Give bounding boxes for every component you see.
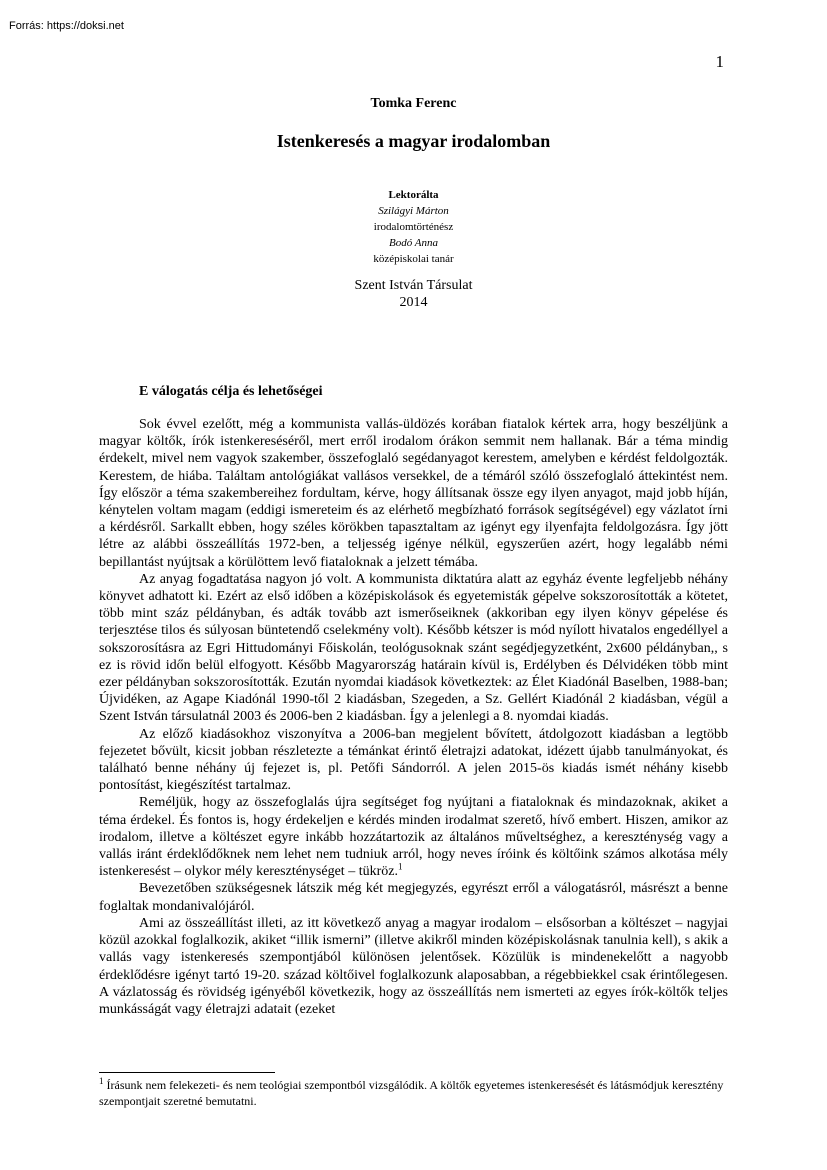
paragraph-1: Sok évvel ezelőtt, még a kommunista vallás-üldözés korában fiatalok kértek arra, hogy beszéljünk a magyar költők, írók istenkereséséről, mert erről irodalom órákon semmit nem hallanak. Bár a téma mindig érdekelt, mivel nem vagyok szakember, összefoglaló segédanyagot kerestem, amelyben e kérdést feldolgozták. Kerestem, de hiába. Találtam antológiákat vallásos versekkel, de a témáról szóló összefoglaló áttekintést nem. Így először a téma szakembereihez fordultam, kérve, hogy állítsanak össze egy ilyen anyagot, majd jobb híján, kénytelen voltam magam (eddigi ismereteim és az elérhető megbízható források segítségével) egy vázlatot írni a kérdésről. Sarkallt ebben, hogy széles körökben tapasztaltam az igényt egy ilyenfajta feldolgozásra. Így jött létre az alábbi összeállítás 1972-ben, a teljesség igénye nélkül, egyszerűen azért, hogy legalább némi bepillantást nyújtsak a körülöttem levő fiataloknak a jelzett témába. bbox=[99, 417, 728, 570]
footnote-divider bbox=[99, 1072, 275, 1073]
lector-2-name: Bodó Anna bbox=[389, 237, 438, 249]
document-title: Istenkeresés a magyar irodalomban bbox=[276, 131, 551, 151]
section-title: E válogatás célja és lehetőségei bbox=[139, 384, 323, 399]
paragraph-2: Az anyag fogadtatása nagyon jó volt. A kommunista diktatúra alatt az egyház évente legfeljebb néhány könyvet adhatott ki. Ezért az első időben a középiskolások és egyetemisták gépelve sokszorosították a kötetet, több mint száz példányban, és adták tovább azt ismerőseiknek (akkoriban egy ilyen könyv gépelése és terjesztése tilos és súlyosan büntetendő cselekmény volt). Később kétszer is mód nyílott hivatalos engedéllyel a sokszorosításra az Egri Hittudományi Főiskolán, teológusoknak szánt segédjegyzetként, 2x600 példányban,, s ez is rövid időn belül elfogyott. Később Magyarország határain kívül is, Erdélyben és Délvidéken több mint ezer példányban sokszorosították. Ezután nyomdai kiadások következtek: az Élet Kiadónál Baselben, 1988-ban; Újvidéken, az Agape Kiadónál 1990-től 2 kiadásban, Szegeden, a Sz. Gellért Kiadónál 2 kiadásban, végül a Szent István társulatnál 2003 és 2006-ben 2 kiadásban. Így a jelenlegi a 8. nyomdai kiadás. bbox=[99, 571, 728, 725]
paragraph-3: Az előző kiadásokhoz viszonyítva a 2006-ban megjelent bővített, átdolgozott kiadásban a legtöbb fejezetet bővült, kicsit jobban részletezte a témánkat érintő életrajzi adatokat, idézett újabb tanulmányokat, és található benne néhány új fejezet is, pl. Petőfi Sándorról. A jelen 2015-ös kiadás ismét néhány kisebb pontosítást, kiegészítést tartalmaz. bbox=[99, 726, 728, 794]
lector-1-role: irodalomtörténész bbox=[373, 221, 454, 233]
paragraph-4-text: Reméljük, hogy az összefoglalás újra segítséget fog nyújtani a fiataloknak és mindazoknak, akiket a téma érdekel. És fontos is, hogy érdekeljen e kérdés minden irodalmat szerető, hívő embert. Hiszen, amikor az irodalom, illetve a költészet egyre inkább hozzátartozik az általános műveltséghez, a kereszténység vagy a vallás iránt érdeklődőknek nem lehet nem tudniuk arról, hogy neves íróink és költőink számos alkotása mély istenkeresést – olykor mély kereszténységet – tükröz. bbox=[99, 795, 728, 880]
publication-year: 2014 bbox=[399, 295, 428, 310]
lector-2-role: középiskolai tanár bbox=[373, 253, 454, 265]
publisher-block bbox=[0, 277, 827, 311]
source-label: Forrás: https://doksi.net bbox=[9, 20, 124, 32]
lector-block bbox=[0, 187, 827, 267]
paragraph-6: Ami az összeállítást illeti, az itt következő anyag a magyar irodalom – elsősorban a költészet – nagyjai közül azokkal foglalkozik, akiket “illik ismerni” (illetve akikről minden középiskolásnak tanulnia kell), s akik a vallás vagy istenkeresés szempontjából különösen jelentősek. Közülük is mindenekelőtt a nagyobb érdeklődésre igényt tartó 19-20. század költőivel foglalkozunk alaposabban, a régebbiekkel csak érintőlegesen. A vázlatosság és rövidség igényéből következik, hogy az összeállítás nem ismerteti az egyes írók-költők teljes munkásságát vagy életrajzi adatait (ezeket bbox=[99, 915, 728, 1017]
publisher-name: Szent István Társulat bbox=[354, 278, 473, 293]
footnote-reference[interactable]: 1 bbox=[397, 861, 403, 872]
paragraph-4 bbox=[99, 794, 728, 880]
lector-1-name: Szilágyi Márton bbox=[378, 205, 449, 217]
page-number: 1 bbox=[715, 52, 724, 71]
author-name: Tomka Ferenc bbox=[370, 96, 457, 111]
footnote-text: Írásunk nem felekezeti- és nem teológiai szempontból vizsgálódik. A költők egyetemes istenkeresését és látásmódjuk keresztény szempontjait szeretné bemutatni. bbox=[99, 1078, 724, 1108]
footnote-number: 1 bbox=[99, 1076, 104, 1086]
paragraph-5: Bevezetőben szükségesnek látszik még két megjegyzés, egyrészt erről a válogatásról, másrészt a benne foglaltak mondanivalójáról. bbox=[99, 881, 728, 914]
body-text bbox=[99, 416, 728, 1018]
footnote bbox=[99, 1077, 728, 1109]
lector-heading: Lektorálta bbox=[388, 189, 439, 201]
